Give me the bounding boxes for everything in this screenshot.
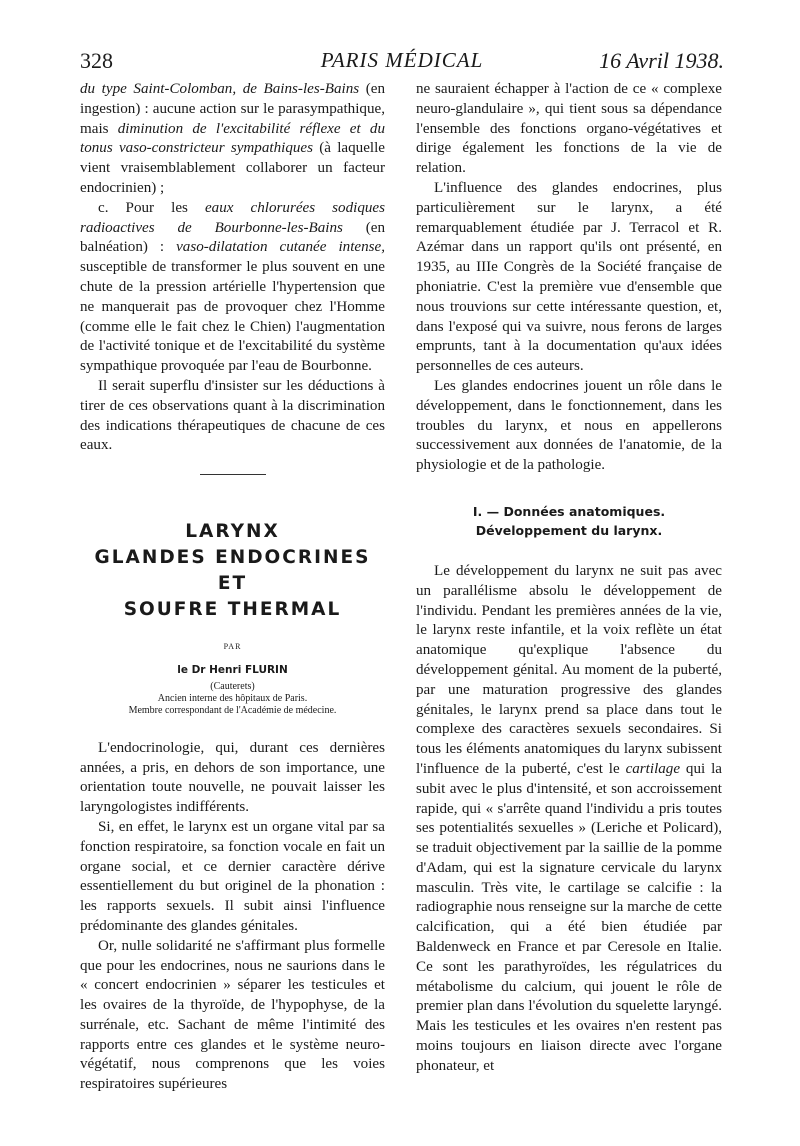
article-title-block — [80, 519, 385, 717]
article-title-line: LARYNX — [185, 521, 280, 543]
author-name: le Dr Henri FLURIN — [177, 663, 288, 676]
paragraph: Si, en effet, le larynx est un organe vital par sa fonction respiratoire, sa fonction vocale en fait un organe social, et ce dernier caractère dérive essentiellement du but originel de la phonation : les rapports sexuels. Il subit ainsi l'influence prédominante des glandes génitales. — [80, 818, 385, 934]
paragraph: Le développement du larynx ne suit pas avec un parallélisme absolu le développement de l'individu. Pendant les premières années de la vie, le larynx reste infantile, et la voix reflète un état anatomique qu'explique l'absence du développement génital. Au moment de la puberté, par une maturation progressive des glandes génitales, le larynx prend sa place dans tout le complexe des caractères sexuels secondaires. Si tous les éléments anatomiques du larynx subissent l'influence de la puberté, c'est le cartilage qui la subit avec le plus d'intensité, et son accroissement rapide, qui « s'arrête quand l'individu a pris toutes ses potentialités sexuelles » (Leriche et Policard), se traduit objectivement par la saillie de la pomme d'Adam, qui est la signature cervicale du larynx masculin. Très vite, le cartilage se calcifie : la radiographie nous renseigne sur la marche de cette calcification, qui a été bien étudiée par Baldenweck en France et par Ceresole en Italie. Ce sont les parathyroïdes, les régulatrices du métabolisme du calcium, qui jouent le rôle de premier plan dans l'évolution du squelette laryngé. Mais les testicules et les ovaires n'en restent pas moins toujours en liaison directe avec l'organe phonateur, et — [416, 562, 722, 1074]
author-location: (Cauterets) — [210, 680, 255, 692]
author-affiliation: Membre correspondant de l'Académie de médecine. — [128, 704, 337, 716]
paragraph: c. Pour les eaux chlorurées sodiques radioactives de Bourbonne-les-Bains (en balnéation) : vaso-dilatation cutanée intense, susceptible de transformer le plus souvent en une chute de la pression artérielle l'hypertension que ne manquerait pas de provoquer chez l'Homme (comme elle le fait chez le Chien) l'augmentation de l'activité tonique et de l'excitabilité du système sympathique provoquée par l'eau de Bourbonne. — [80, 199, 386, 375]
article-title-line: SOUFRE THERMAL — [123, 599, 342, 621]
journal-title: PARIS MÉDICAL — [320, 48, 484, 72]
left-column — [80, 80, 385, 1095]
page-header — [80, 48, 724, 78]
paragraph: L'influence des glandes endocrines, plus particulièrement sur le larynx, a été remarquablement étudiée par J. Terracol et R. Azémar dans un rapport qu'ils ont présenté, en 1935, au IIIe Congrès de la Société française de phoniatrie. C'est la première vue d'ensemble que nous trouvions sur cette intéressante question, et, dans l'exposé qui va suivre, nous ferons de larges emprunts, tant à la documentation qu'aux idées personnelles de ces auteurs. — [416, 179, 722, 375]
issue-date: 16 Avril 1938. — [599, 48, 724, 73]
paragraph: L'endocrinologie, qui, durant ces dernières années, a pris, en dehors de son importance, une orientation toute nouvelle, ne pouvait laisser les laryngologistes indifférents. — [80, 739, 385, 816]
separator-rule — [200, 474, 266, 475]
right-column — [416, 80, 722, 1077]
section-heading: I. — Données anatomiques. Développement du larynx. — [472, 503, 666, 538]
paragraph: Or, nulle solidarité ne s'affirmant plus formelle que pour les endocrines, nous ne saurions dans le « concert endocrinien » séparer les testicules et les ovaires de la thyroïde, de l'hypophyse, de la surrénale, etc. Sachant de même l'intimité des rapports entre ces glandes et le système neuro-végétatif, nous comprenons que les voies respiratoires supérieures — [80, 937, 385, 1093]
paragraph: du type Saint-Colomban, de Bains-les-Bains (en ingestion) : aucune action sur le parasympathique, mais diminution de l'excitabilité réflexe et du tonus vaso-constricteur sympathiques (à laquelle vient vraisemblablement collaborer un facteur endocrinien) ; — [80, 81, 386, 196]
article-title-line: ET — [217, 573, 248, 595]
paragraph: ne sauraient échapper à l'action de ce « complexe neuro-glandulaire », qui tient sous sa dépendance l'ensemble des fonctions organo-végétatives et dirige également les fonctions de la vie de relation. — [416, 81, 722, 177]
page-number: 328 — [80, 48, 113, 73]
byline-par: PAR — [223, 642, 242, 652]
article-title-line: GLANDES ENDOCRINES — [94, 547, 371, 569]
author-affiliation: Ancien interne des hôpitaux de Paris. — [157, 692, 308, 704]
paragraph: Les glandes endocrines jouent un rôle dans le développement, dans le fonctionnement, dans les troubles du larynx, et nous en appellerons successivement aux données de l'anatomie, de la physiologie et de la pathologie. — [416, 377, 722, 474]
paragraph: Il serait superflu d'insister sur les déductions à tirer de ces observations quant à la discrimination des indications thérapeutiques de chacune de ces eaux. — [80, 377, 385, 454]
